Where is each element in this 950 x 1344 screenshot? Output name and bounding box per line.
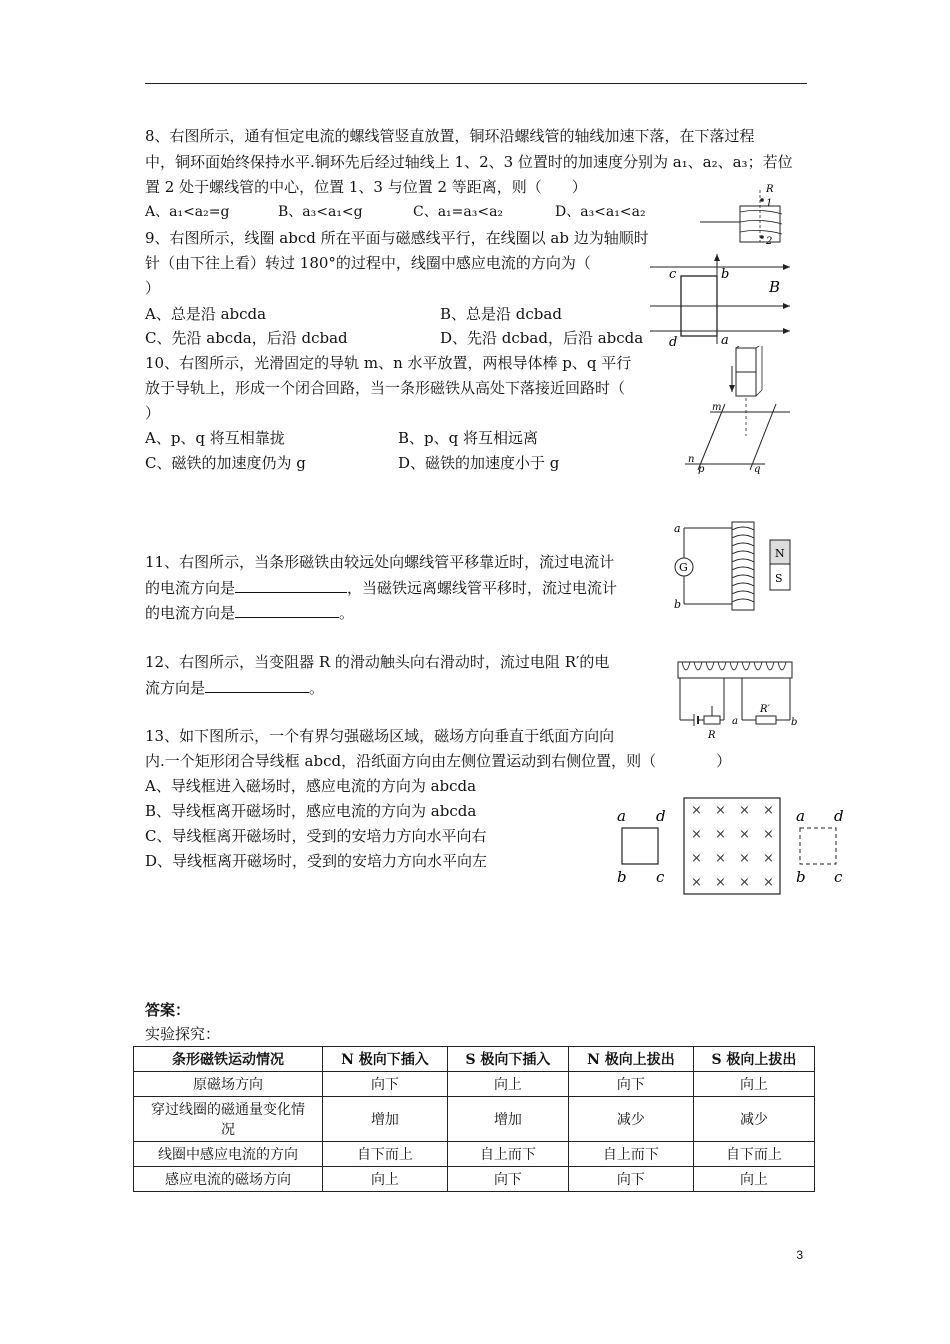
table-cell: 向下 xyxy=(447,1167,568,1192)
q10-option-c: C、磁铁的加速度仍为 g xyxy=(145,454,306,472)
table-header: 条形磁铁运动情况 xyxy=(134,1047,323,1072)
table-header: N 极向下插入 xyxy=(323,1047,448,1072)
fig13-left-label-c: c xyxy=(656,868,665,886)
figure-label: × xyxy=(739,851,750,866)
q9-option-a: A、总是沿 abcda xyxy=(145,305,267,323)
fig12-label-Rprime: R′ xyxy=(760,704,770,715)
answer-table-header-row xyxy=(134,1047,815,1072)
q10-option-d: D、磁铁的加速度小于 g xyxy=(398,454,560,472)
q9-option-b: B、总是沿 dcbad xyxy=(440,305,562,323)
table-cell: 向上 xyxy=(693,1072,814,1097)
fig11-label-a: a xyxy=(674,522,681,535)
fig8-label-1: 1 xyxy=(766,198,773,209)
fig12-label-R: R xyxy=(708,730,716,740)
magnetic-field-frame-figure xyxy=(612,796,850,896)
fig13-right-label-d: d xyxy=(834,807,844,825)
fig10-label-n: n xyxy=(688,454,695,465)
q11-line3-start: 的电流方向是 xyxy=(145,604,236,622)
table-cell: 向下 xyxy=(568,1167,693,1192)
figure-label: × xyxy=(715,875,726,890)
table-cell: 感应电流的磁场方向 xyxy=(134,1167,323,1192)
solenoid-ring-figure xyxy=(700,182,795,250)
fig8-label-2: 2 xyxy=(766,236,773,247)
fig11-label-b: b xyxy=(674,598,682,611)
table-row xyxy=(134,1072,815,1097)
fig13-left-label-a: a xyxy=(617,807,626,825)
q13-option-d: D、导线框离开磁场时，受到的安培力方向水平向左 xyxy=(145,852,488,870)
table-header: S 极向上拔出 xyxy=(693,1047,814,1072)
table-cell: 增加 xyxy=(447,1097,568,1142)
q12-line2-end: 。 xyxy=(309,679,325,697)
table-cell: 自上而下 xyxy=(447,1142,568,1167)
table-cell: 向上 xyxy=(323,1167,448,1192)
table-cell: 线圈中感应电流的方向 xyxy=(134,1142,323,1167)
fig9-label-c: c xyxy=(669,267,677,282)
q9-option-d: D、先沿 dcbad，后沿 abcda xyxy=(440,329,644,347)
q8-option-b: B、a₃<a₁<g xyxy=(278,204,363,220)
q11-line3-end: 。 xyxy=(339,604,355,622)
q10-option-a: A、p、q 将互相靠拢 xyxy=(145,429,285,447)
fig13-right-label-b: b xyxy=(796,868,806,886)
table-row xyxy=(134,1167,815,1192)
fig8-label-R: R xyxy=(766,184,774,195)
q11-line2-start: 的电流方向是 xyxy=(145,579,236,597)
q8-line1: 8、右图所示，通有恒定电流的螺线管竖直放置，铜环沿螺线管的轴线加速下落，在下落过程 xyxy=(145,127,755,145)
q11-answer-blank-1[interactable] xyxy=(235,577,347,593)
fig9-label-b: b xyxy=(721,267,730,282)
q13-option-b: B、导线框离开磁场时，感应电流的方向为 abcda xyxy=(145,802,477,820)
q10-line3: ） xyxy=(145,404,161,422)
figure-label: × xyxy=(715,827,726,842)
fig10-label-m: m xyxy=(712,402,722,413)
answers-subtitle: 实验探究： xyxy=(145,1025,221,1043)
q12-line2 xyxy=(145,677,324,698)
table-cell: 减少 xyxy=(693,1097,814,1142)
page-number: 3 xyxy=(796,1248,803,1262)
q11-line3 xyxy=(145,602,354,623)
answers-title: 答案： xyxy=(145,1001,191,1019)
q9-line1: 9、右图所示，线圈 abcd 所在平面与磁感线平行，在线圈以 ab 边为轴顺时 xyxy=(145,229,649,247)
q12-line1: 12、右图所示，当变阻器 R 的滑动触头向右滑动时，流过电阻 R′的电 xyxy=(145,653,610,671)
fig9-label-d: d xyxy=(669,335,678,348)
table-cell: 向下 xyxy=(568,1072,693,1097)
fig13-right-label-c: c xyxy=(834,868,843,886)
table-cell: 自上而下 xyxy=(568,1142,693,1167)
answer-table xyxy=(133,1046,815,1192)
figure-label: × xyxy=(739,827,750,842)
figure-label: × xyxy=(691,827,702,842)
q9-line2: 针（由下往上看）转过 180°的过程中，线圈中感应电流的方向为（ xyxy=(145,254,591,272)
table-header: S 极向下插入 xyxy=(447,1047,568,1072)
table-header: N 极向上拔出 xyxy=(568,1047,693,1072)
q12-line2-start: 流方向是 xyxy=(145,679,206,697)
q11-line2 xyxy=(145,577,617,598)
q11-line2-end: ，当磁铁远离螺线管平移时，流过电流计 xyxy=(347,579,618,597)
q13-line2: 内.一个矩形闭合导线框 abcd，沿纸面方向由左侧位置运动到右侧位置，则（ ） xyxy=(145,752,732,770)
figure-label: × xyxy=(763,827,774,842)
fig10-label-q: q xyxy=(754,464,761,474)
table-cell: 自下而上 xyxy=(323,1142,448,1167)
q8-option-d: D、a₃<a₁<a₂ xyxy=(555,204,646,220)
fig12-label-b: b xyxy=(791,717,798,728)
table-cell: 向上 xyxy=(447,1072,568,1097)
q8-option-c: C、a₁=a₃<a₂ xyxy=(413,204,504,220)
q8-line2: 中，铜环面始终保持水平.铜环先后经过轴线上 1、2、3 位置时的加速度分别为 a₁、a₂、a₃；若位 xyxy=(145,153,793,171)
header-rule xyxy=(145,83,807,84)
fig9-label-a: a xyxy=(721,333,729,348)
table-cell: 增加 xyxy=(323,1097,448,1142)
figure-label: × xyxy=(715,803,726,818)
rheostat-circuit-figure xyxy=(672,658,800,740)
table-cell: 自下而上 xyxy=(693,1142,814,1167)
rails-magnet-figure xyxy=(680,346,795,474)
q13-line1: 13、如下图所示，一个有界匀强磁场区域，磁场方向垂直于纸面方向向 xyxy=(145,727,615,745)
fig11-label-G: G xyxy=(679,561,688,574)
table-cell: 减少 xyxy=(568,1097,693,1142)
figure-label: × xyxy=(691,875,702,890)
figure-label: × xyxy=(739,803,750,818)
figure-label: × xyxy=(691,851,702,866)
fig10-label-p: p xyxy=(698,464,705,474)
fig11-label-N: N xyxy=(775,547,785,560)
q11-line1: 11、右图所示，当条形磁铁由较远处向螺线管平移靠近时，流过电流计 xyxy=(145,553,615,571)
q11-answer-blank-2[interactable] xyxy=(235,602,339,618)
fig11-label-S: S xyxy=(775,572,783,585)
table-cell: 原磁场方向 xyxy=(134,1072,323,1097)
fig12-label-a: a xyxy=(732,716,738,727)
q10-option-b: B、p、q 将互相远离 xyxy=(398,429,538,447)
fig13-left-label-d: d xyxy=(656,807,666,825)
table-cell: 穿过线圈的磁通量变化情况 xyxy=(134,1097,323,1142)
fig9-label-B: B xyxy=(769,278,781,296)
q12-answer-blank[interactable] xyxy=(205,677,309,693)
table-cell: 向下 xyxy=(323,1072,448,1097)
q13-option-c: C、导线框离开磁场时，受到的安培力方向水平向右 xyxy=(145,827,487,845)
table-row xyxy=(134,1142,815,1167)
figure-label: × xyxy=(739,875,750,890)
coil-in-field-figure xyxy=(645,246,795,348)
table-row xyxy=(134,1097,815,1142)
fig13-right-label-a: a xyxy=(796,807,805,825)
q9-option-c: C、先沿 abcda，后沿 dcbad xyxy=(145,329,348,347)
q13-option-a: A、导线框进入磁场时，感应电流的方向为 abcda xyxy=(145,777,477,795)
q10-line2: 放于导轨上，形成一个闭合回路，当一条形磁铁从高处下落接近回路时（ xyxy=(145,379,626,397)
figure-label: × xyxy=(763,851,774,866)
q8-line3: 置 2 处于螺线管的中心，位置 1、3 与位置 2 等距离，则（ ） xyxy=(145,178,587,196)
q10-line1: 10、右图所示，光滑固定的导轨 m、n 水平放置，两根导体棒 p、q 平行 xyxy=(145,354,632,372)
table-cell: 向上 xyxy=(693,1167,814,1192)
figure-label: × xyxy=(763,875,774,890)
q9-line3: ） xyxy=(145,279,161,297)
figure-label: × xyxy=(691,803,702,818)
fig13-left-label-b: b xyxy=(617,868,627,886)
figure-label: × xyxy=(763,803,774,818)
q8-option-a: A、a₁<a₂=g xyxy=(145,204,230,220)
figure-label: × xyxy=(715,851,726,866)
galvanometer-solenoid-figure xyxy=(670,520,795,612)
